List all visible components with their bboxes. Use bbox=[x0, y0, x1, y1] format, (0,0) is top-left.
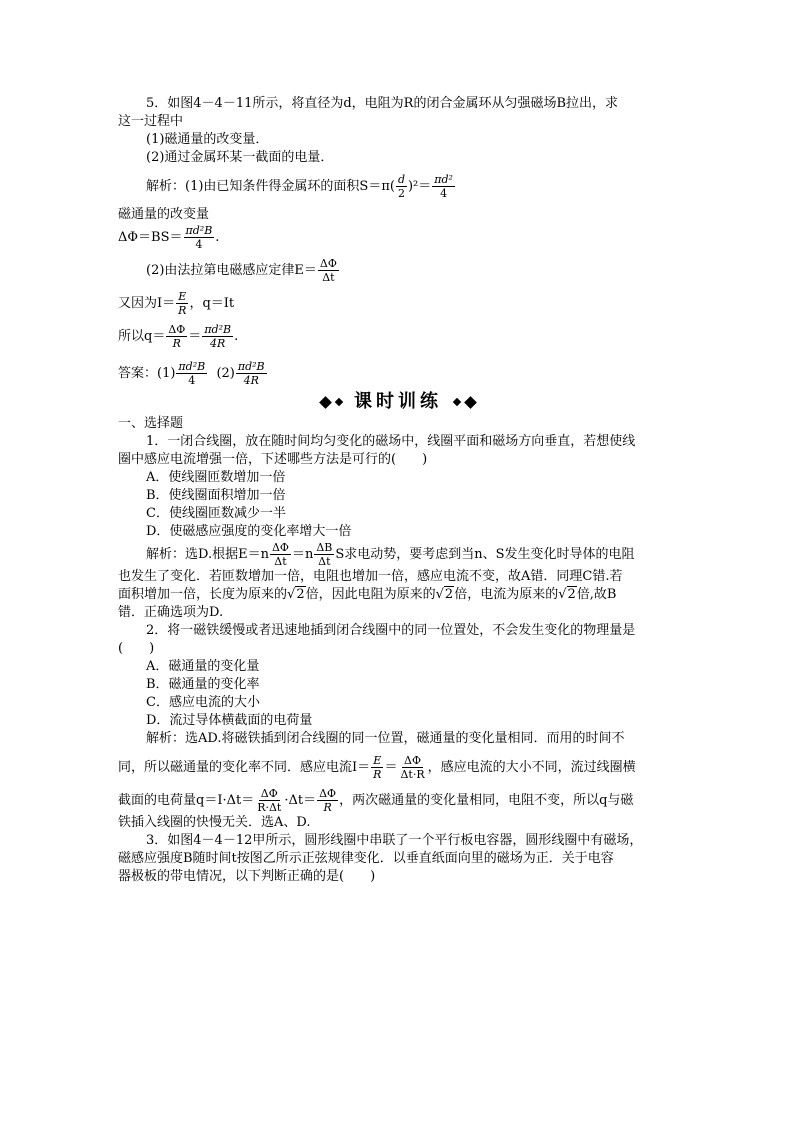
q2-stem-line2: ( ) bbox=[118, 641, 155, 656]
q5-so-q: 所以q＝ $\frac{\Delta\Phi}{R}$ ＝ $\frac{\text{πd²B}}{4R}$ . bbox=[118, 323, 239, 350]
q2-option-d: D．流过导体横截面的电荷量 bbox=[146, 713, 313, 728]
q1-solution-line2: 也发生了变化．若匝数增加一倍，电阻也增加一倍，感应电流不变，故A错．同理C错.若 bbox=[118, 569, 623, 584]
q2-solution-line3: 截面的电荷量q＝I·Δt＝ $\frac{\Delta\Phi}{R\cdot\Delta t}$ ·Δt＝ $\frac{\Delta\Phi}{R}$ ，两次磁通量的变化量相同，电阻不变，所以q与磁 bbox=[118, 787, 634, 814]
q1-solution-line4: 错．正确选项为D. bbox=[118, 605, 224, 620]
q5-faraday-law: (2)由法拉第电磁感应定律E＝ $\frac{\Delta\Phi}{\Delta t}$ bbox=[146, 257, 337, 284]
section-banner bbox=[118, 393, 678, 411]
section-title: 一、选择题 bbox=[118, 416, 184, 431]
q2-option-c: C．感应电流的大小 bbox=[146, 695, 260, 710]
q2-option-a: A．磁通量的变化量 bbox=[146, 659, 260, 674]
q1-solution-line3: 面积增加一倍，长度为原来的√2倍，因此电阻为原来的√2倍，电流为原来的√2倍,故B bbox=[118, 587, 617, 602]
q1-option-a: A．使线圈匝数增加一倍 bbox=[146, 470, 286, 485]
q1-option-d: D．使磁感应强度的变化率增大一倍 bbox=[146, 524, 352, 539]
q5-also-because: 又因为I＝ $\frac{E}{R}$ ，q＝It bbox=[118, 290, 235, 317]
q2-solution-line1: 解析：选AD.将磁铁插到闭合线圈的同一位置，磁通量的变化量相同．而用的时间不 bbox=[146, 731, 625, 746]
q1-option-b: B．使线圈面积增加一倍 bbox=[146, 488, 286, 503]
banner-title: 课时训练 bbox=[354, 391, 442, 412]
q1-stem-line2: 圈中感应电流增强一倍，下述哪些方法是可行的( ) bbox=[118, 452, 428, 467]
q2-stem-line1: 2．将一磁铁缓慢或者迅速地插到闭合线圈中的同一位置处，不会发生变化的物理量是 bbox=[146, 623, 636, 638]
q1-option-c: C．使线圈匝数减少一半 bbox=[146, 506, 286, 521]
diamond-icon bbox=[453, 398, 461, 406]
q3-stem-line1: 3．如图4－4－12甲所示，圆形线圈中串联了一个平行板电容器，圆形线圈中有磁场， bbox=[146, 833, 643, 848]
q5-part2: (2)通过金属环某一截面的电量． bbox=[146, 150, 334, 165]
q5-part1: (1)磁通量的改变量． bbox=[146, 132, 269, 147]
q5-stem-line2: 这一过程中 bbox=[118, 114, 184, 129]
q5-answer: 答案：(1) $\frac{\text{πd²B}}{4}$ (2) $\frac{\text{πd²B}}{4R}$ bbox=[118, 360, 265, 387]
diamond-icon bbox=[464, 396, 477, 409]
q1-stem-line1: 1．一闭合线圈，放在随时间均匀变化的磁场中，线圈平面和磁场方向垂直，若想使线 bbox=[146, 434, 636, 449]
document-page bbox=[118, 95, 678, 886]
q1-solution-line1: 解析：选D.根据E＝n $\frac{\Delta\Phi}{\Delta t}$ ＝n $\frac{\Delta B}{\Delta t}$ S求电动势，要考虑到当n、S发生变化时导体的电阻 bbox=[146, 541, 635, 568]
q5-flux-change: ΔΦ＝BS＝ $\frac{\text{πd²B}}{4}$ . bbox=[118, 224, 220, 251]
q3-stem-line3: 器极板的带电情况，以下判断正确的是( ) bbox=[118, 869, 376, 884]
q5-stem-line1: 5．如图4－4－11所示，将直径为d，电阻为R的闭合金属环从匀强磁场B拉出，求 bbox=[146, 96, 619, 111]
q5-solution-area: 解析：(1)由已知条件得金属环的面积S＝π( $\frac{d}{2}$ )²＝ $\frac{\text{πd²}}{4}$ bbox=[146, 173, 453, 200]
diamond-icon bbox=[335, 398, 343, 406]
diamond-icon bbox=[319, 396, 332, 409]
q2-solution-line2: 同，所以磁通量的变化率不同．感应电流I＝ $\frac{E}{R}$ ＝ $\frac{\Delta\Phi}{\Delta t\cdot R}$ ，感应电流的大小不同，流过线圈横 bbox=[118, 754, 636, 781]
q2-solution-line4: 铁插入线圈的快慢无关．选A、D. bbox=[118, 815, 311, 830]
q3-stem-line2: 磁感应强度B随时间t按图乙所示正弦规律变化．以垂直纸面向里的磁场为正．关于电容 bbox=[118, 851, 614, 866]
q2-option-b: B．磁通量的变化率 bbox=[146, 677, 260, 692]
q5-flux-label: 磁通量的改变量 bbox=[118, 207, 210, 222]
